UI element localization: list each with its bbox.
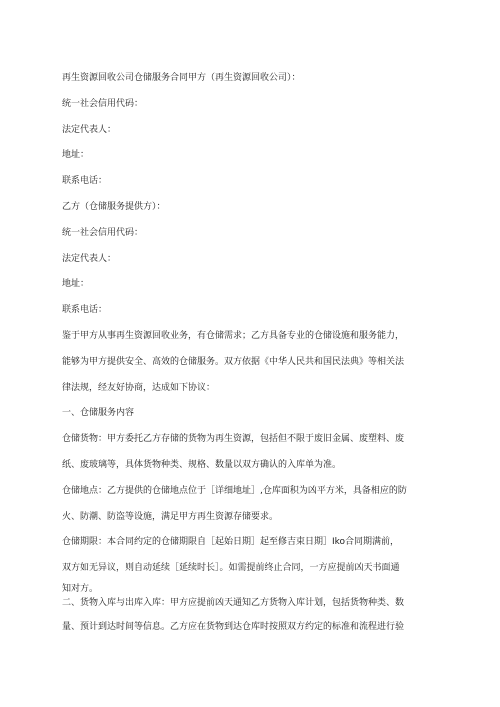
term-clause-line: 仓储期限：本合同约定的仓储期限自［起始日期］起至修吉束日期］Iko合同期满前， bbox=[62, 537, 400, 548]
document-title: 再生资源回收公司仓储服务合同甲方（再生资源回收公司）： bbox=[62, 73, 301, 83]
party-a-address-label: 地址： bbox=[62, 150, 90, 161]
party-b-credit-code-label: 统一社会信用代码： bbox=[62, 227, 144, 238]
party-a-phone-label: 联系电话： bbox=[62, 176, 108, 187]
section-2-line: 量、预计到达时间等信息。乙方应在货物到达仓库时按照双方约定的标准和流程进行验 bbox=[62, 621, 405, 632]
party-b-heading: 乙方（仓储服务提供方）： bbox=[62, 201, 166, 212]
section-1-heading: 一、仓储服务内容 bbox=[62, 408, 135, 419]
party-b-legal-rep-label: 法定代表人： bbox=[62, 253, 117, 264]
location-clause-line: 仓储地点：乙方提供的仓储地点位于［详细地址］,仓库面积为凶平方米，具备相应的防 bbox=[62, 485, 407, 496]
goods-clause-line: 纸、废玻璃等，具体货物种类、规格、数量以双方确认的入库单为准。 bbox=[62, 459, 342, 470]
section-2-line: 二、货物入库与出库入库：甲方应提前凶天通知乙方货物入库计划，包括货物种类、数 bbox=[62, 597, 405, 608]
preamble-line: 律法规，经友好协商，达成如下协议： bbox=[62, 382, 216, 393]
document-body bbox=[62, 66, 440, 641]
party-b-phone-label: 联系电话： bbox=[62, 305, 108, 316]
preamble-line: 鉴于甲方从事再生资源回收业务，有仓储需求；乙方具备专业的仓储设施和服务能力， bbox=[62, 330, 405, 341]
party-a-credit-code-label: 统一社会信用代码： bbox=[62, 98, 144, 109]
term-clause-line: 双方如无异议，则自动延续［延续时长］。如需提前终止合同，一方应提前凶天书面通 bbox=[62, 563, 400, 574]
goods-clause-line: 仓储货物：甲方委托乙方存储的货物为再生资源，包括但不限于废旧金属、废塑料、废 bbox=[62, 434, 405, 445]
term-clause-line: 知对方。 bbox=[62, 583, 99, 594]
preamble-line: 能够为甲方提供安全、高效的仓储服务。双方依据《中华人民共和国民法典》等相关法 bbox=[62, 356, 405, 367]
party-a-legal-rep-label: 法定代表人： bbox=[62, 124, 117, 135]
location-clause-line: 火、防潮、防盗等设施，满足甲方再生资源存储要求。 bbox=[62, 511, 279, 522]
party-b-address-label: 地址： bbox=[62, 279, 90, 290]
